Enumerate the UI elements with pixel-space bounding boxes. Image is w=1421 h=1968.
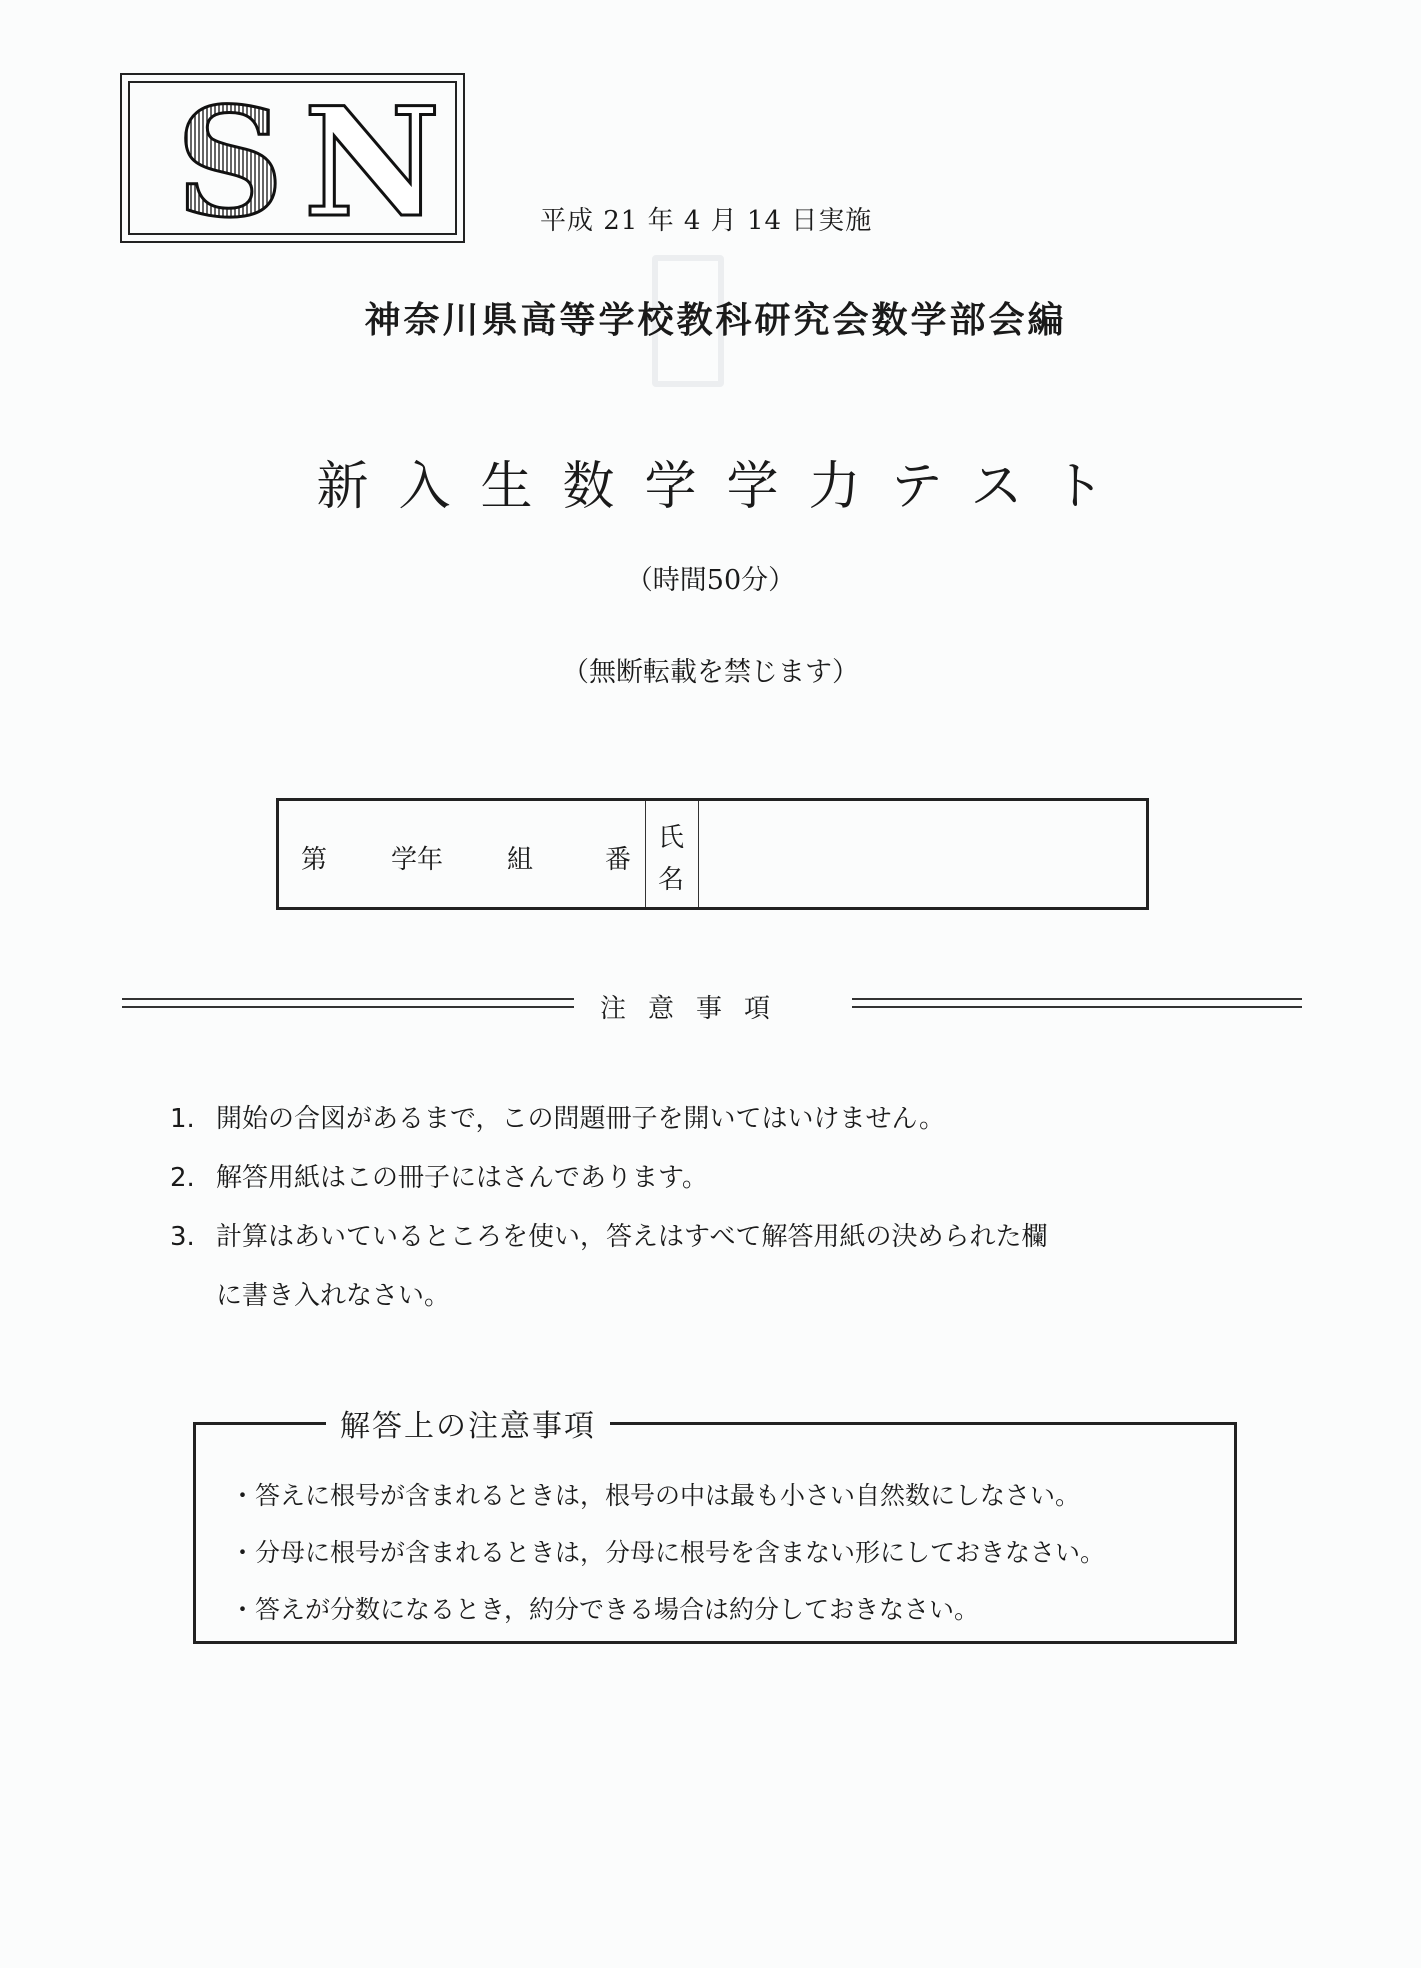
sn-logo — [120, 73, 465, 243]
note-text: 計算はあいているところを使い，答えはすべて解答用紙の決められた欄 — [216, 1222, 1048, 1252]
label-kumi: 組 — [507, 845, 534, 875]
exam-date: 平成 21 年 4 月 14 日実施 — [540, 206, 873, 236]
note-number: 2. — [170, 1163, 195, 1193]
list-item — [170, 1090, 1047, 1149]
letter-s: S — [175, 75, 285, 245]
note-text: 開始の合図があるまで，この問題冊子を開いてはいけません。 — [216, 1104, 946, 1134]
note-text: 解答用紙はこの冊子にはさんであります。 — [216, 1163, 708, 1193]
list-item — [170, 1208, 1047, 1267]
list-item: ・答えに根号が含まれるときは，根号の中は最も小さい自然数にしなさい。 — [230, 1481, 1081, 1510]
heading-rule-left — [122, 998, 574, 1008]
note-text-continued: に書き入れなさい。 — [216, 1281, 451, 1311]
label-gakunen: 学年 — [391, 845, 444, 875]
answer-notes-list — [230, 1467, 1105, 1638]
student-info-table — [276, 798, 1149, 910]
note-number: 3. — [170, 1222, 195, 1252]
list-item — [170, 1149, 1047, 1208]
label-shi: 氏 — [658, 823, 685, 853]
copyright-notice: （無断転載を禁じます） — [562, 657, 859, 688]
heading-rule-right — [852, 998, 1302, 1008]
class-number-cell — [279, 801, 645, 907]
list-item: ・分母に根号が含まれるときは，分母に根号を含まない形にしておきなさい。 — [230, 1538, 1106, 1567]
organization-name: 神奈川県高等学校教科研究会数学部会編 — [364, 300, 1067, 341]
note-number: 1. — [170, 1104, 195, 1134]
answer-notes-title: 解答上の注意事項 — [326, 1401, 610, 1445]
list-item: ・答えが分数になるとき，約分できる場合は約分しておきなさい。 — [230, 1595, 980, 1624]
notes-list — [170, 1090, 1047, 1326]
label-dai: 第 — [301, 845, 328, 875]
letter-n: N — [303, 75, 441, 245]
name-label-cell — [646, 801, 698, 907]
label-ban: 番 — [605, 845, 632, 875]
name-field[interactable] — [699, 801, 1146, 907]
sn-logo-letters — [122, 75, 467, 245]
notes-heading: 注意事項 — [600, 994, 793, 1024]
time-limit: （時間50分） — [625, 565, 796, 596]
label-mei: 名 — [658, 865, 685, 895]
page-title: 新入生数学学力テスト — [316, 457, 1135, 517]
answer-notes-box — [193, 1409, 1237, 1644]
